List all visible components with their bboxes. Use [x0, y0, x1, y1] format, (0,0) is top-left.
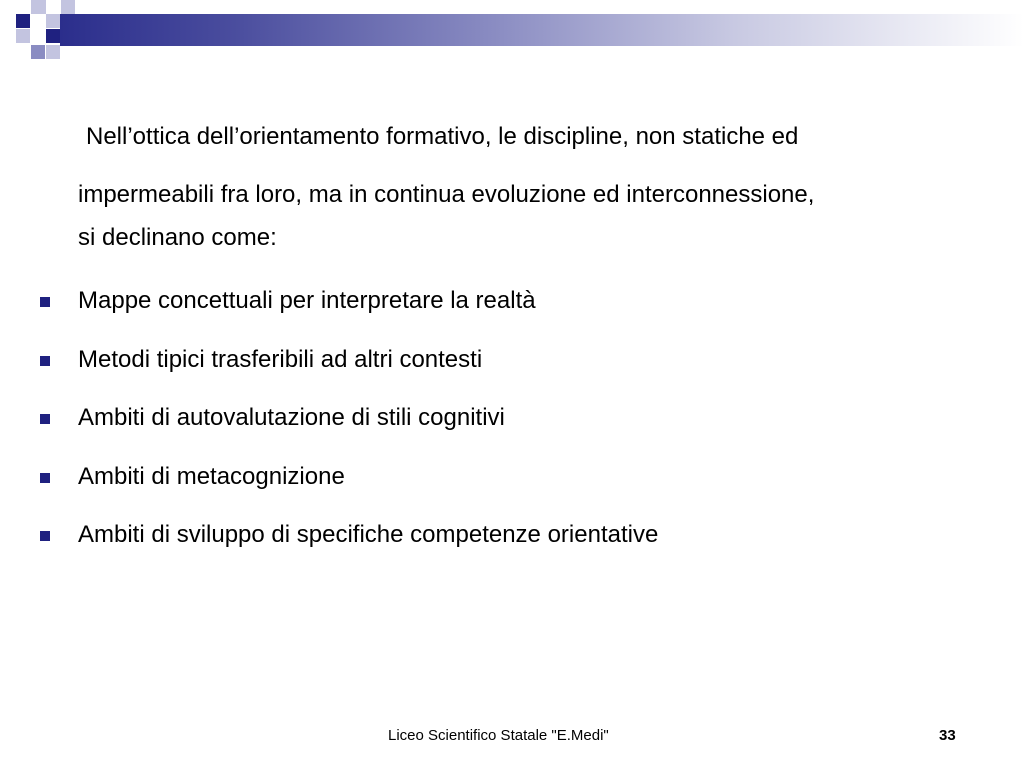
decorative-square [16, 29, 30, 43]
square-bullet-icon [40, 473, 50, 483]
list-item [0, 340, 1024, 399]
page-number: 33 [939, 727, 956, 744]
intro-line: si declinano come: [78, 224, 277, 251]
list-item [0, 281, 1024, 340]
header-gradient-bar [60, 14, 1024, 46]
square-bullet-icon [40, 297, 50, 307]
intro-paragraph [78, 108, 978, 258]
list-item-text: Ambiti di metacognizione [78, 462, 345, 490]
square-bullet-icon [40, 356, 50, 366]
intro-line: Nell’ottica dell’orientamento formativo, le discipline, non statiche ed [86, 123, 799, 150]
list-item [0, 457, 1024, 516]
list-item [0, 398, 1024, 457]
list-item-text: Metodi tipici trasferibili ad altri contesti [78, 345, 483, 373]
footer-school-name: Liceo Scientifico Statale "E.Medi" [388, 727, 609, 744]
list-item [0, 515, 1024, 574]
decorative-square [31, 0, 46, 14]
square-bullet-icon [40, 531, 50, 541]
decorative-square [16, 14, 30, 28]
intro-line: impermeabili fra loro, ma in continua evoluzione ed interconnessione, [78, 181, 815, 208]
decorative-square [46, 14, 60, 28]
decorative-square [61, 0, 75, 14]
square-bullet-icon [40, 414, 50, 424]
decorative-square [46, 45, 60, 59]
list-item-text: Mappe concettuali per interpretare la realtà [78, 287, 536, 314]
decorative-square [46, 29, 60, 43]
list-item-text: Ambiti di autovalutazione di stili cognitivi [78, 404, 505, 431]
decorative-square [31, 45, 45, 59]
list-item-text: Ambiti di sviluppo di specifiche competenze orientative [78, 521, 659, 548]
bullet-list [0, 281, 1024, 574]
